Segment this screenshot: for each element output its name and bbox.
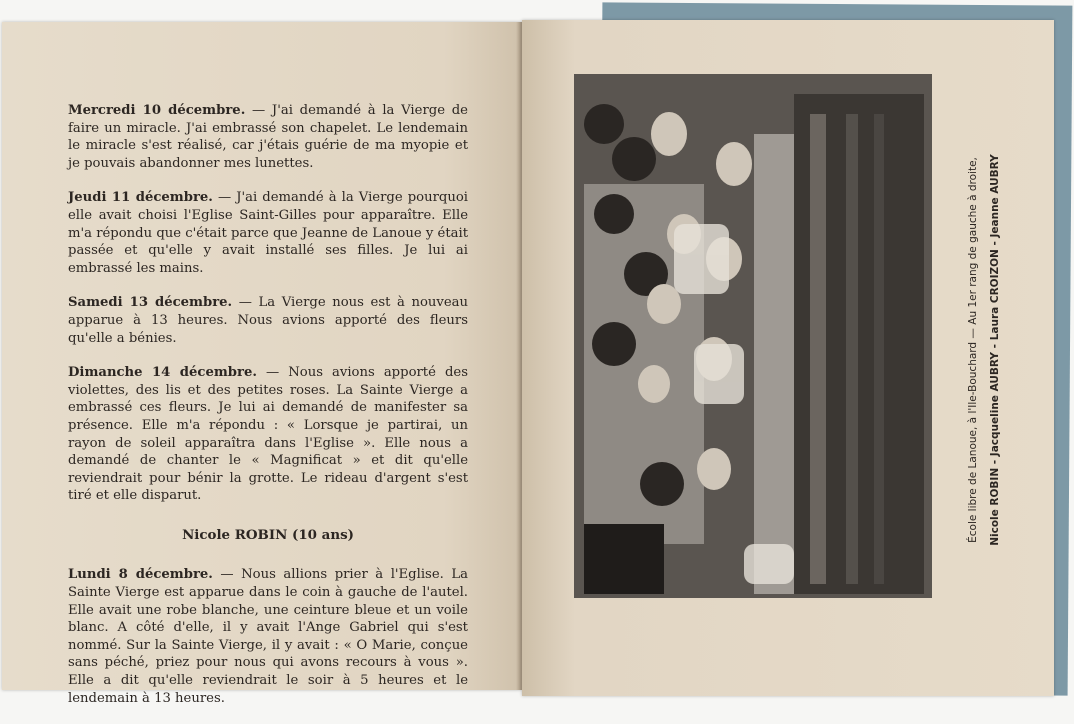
entry-date: Jeudi 11 décembre. <box>68 190 213 206</box>
entry-date: Lundi 8 décembre. <box>68 567 213 583</box>
section-heading: Nicole ROBIN (10 ans) <box>182 526 354 543</box>
entry-text: — La Vierge nous est à nouveau apparue à 13 heures. Nous avions apporté des fleurs qu'elle a bénies. <box>68 295 468 346</box>
entry-date: Samedi 13 décembre. <box>68 295 233 311</box>
caption-names: Nicole ROBIN - Jacqueline AUBRY - Laura CROIZON - Jeanne AUBRY <box>989 154 1001 546</box>
caption-line: École libre de Lanoue, à l'Ile-Bouchard — Au 1er rang de gauche à droite, <box>967 157 979 543</box>
diary-entry <box>68 189 468 277</box>
class-photo <box>574 74 932 598</box>
entry-text: — Nous avions apporté des violettes, des lis et des petites roses. La Sainte Vierge a embrassé ces fleurs. Je lui ai demandé de manifester sa présence. Elle m'a répondu : « Lorsque je partirai, un rayon de soleil apparaîtra dans l'Eglise ». Elle nous a demandé de chanter le « Magnificat » et dit qu'elle reviendrait pour bénir la grotte. Le rideau d'argent s'est tiré et elle disparut. <box>68 365 468 504</box>
diary-entry <box>68 294 468 347</box>
caption-school: École libre de Lanoue, à l'Ile-Bouchard <box>967 341 979 543</box>
entry-text: — J'ai demandé à la Vierge de faire un miracle. J'ai embrassé son chapelet. Le lendemain le miracle s'est réalisé, car j'étais guérie de ma myopie et je pouvais abandonner mes lunettes. <box>68 103 468 171</box>
entry-text: — Nous allions prier à l'Eglise. La Sainte Vierge est apparue dans le coin à gauche de l'autel. Elle avait une robe blanche, une ceinture bleue et un voile blanc. A côté d'elle, il y avait l'Ange Gabriel qui s'est nommé. Sur la Sainte Vierge, il y avait : « O Marie, conçue sans péché, priez pour nous qui avons recours à vous ». Elle a dit qu'elle reviendrait le soir à 5 heures et le lendemain à 13 heures. <box>68 567 468 706</box>
diary-entry <box>68 102 468 172</box>
diary-entry <box>68 566 468 707</box>
caption-order: Au 1er rang de gauche à droite, <box>967 157 979 325</box>
entry-date: Mercredi 10 décembre. <box>68 103 246 118</box>
diary-entry <box>68 364 468 505</box>
photo-illustration <box>574 74 932 598</box>
left-page <box>2 22 522 706</box>
entry-date: Dimanche 14 décembre. <box>68 365 257 381</box>
left-page-text <box>68 102 468 724</box>
caption-rotated <box>962 90 1006 610</box>
entry-text: — J'ai demandé à la Vierge pourquoi elle avait choisi l'Eglise Saint-Gilles pour apparaître. Elle m'a répondu que c'était parce que Jeanne de Lanoue y était passée et qu'elle y avait installé ses filles. Je lui ai embrassé les mains. <box>68 190 469 276</box>
